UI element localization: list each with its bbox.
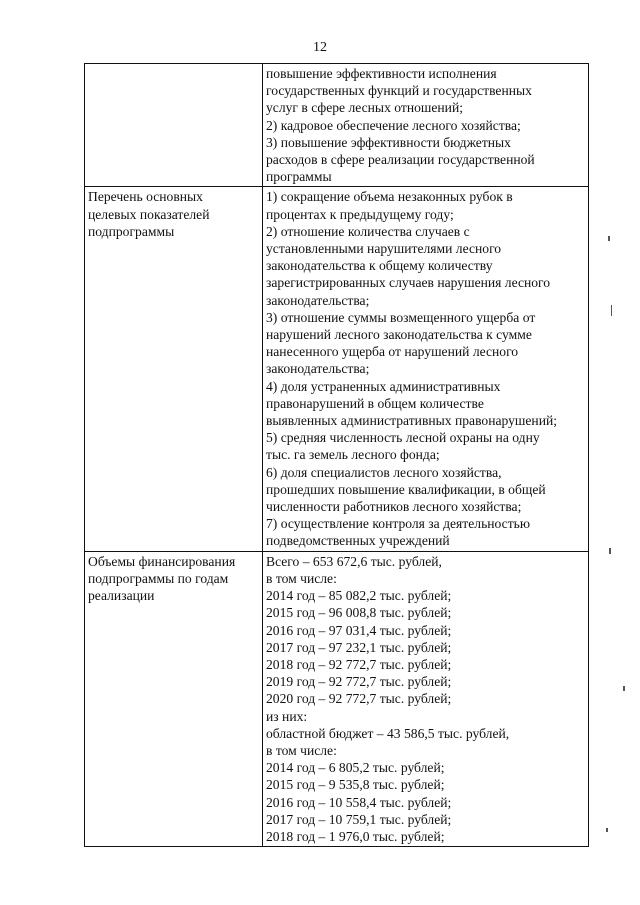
content-line: выявленных административных правонарушений; bbox=[266, 413, 558, 429]
row-content-cell bbox=[263, 551, 589, 846]
content-line: 3) повышение эффективности бюджетных bbox=[266, 134, 511, 150]
content-line: 2020 год – 92 772,7 тыс. рублей; bbox=[266, 691, 452, 707]
content-line: 2016 год – 10 558,4 тыс. рублей; bbox=[266, 794, 452, 810]
content-line: 2017 год – 97 232,1 тыс. рублей; bbox=[266, 639, 452, 655]
scan-mark bbox=[623, 686, 625, 691]
content-line: 2019 год – 92 772,7 тыс. рублей; bbox=[266, 674, 452, 690]
content-line: услуг в сфере лесных отношений; bbox=[266, 100, 463, 116]
content-line: прошедших повышение квалификации, в общей bbox=[266, 481, 546, 497]
content-line: законодательства; bbox=[266, 361, 370, 377]
table-row bbox=[85, 551, 589, 846]
table-row bbox=[85, 64, 589, 187]
content-line: 2) кадровое обеспечение лесного хозяйства; bbox=[266, 117, 521, 133]
content-line: законодательства к общему количеству bbox=[266, 258, 493, 274]
content-line: повышение эффективности исполнения bbox=[266, 66, 497, 81]
scan-mark bbox=[606, 828, 608, 832]
content-line: 2018 год – 1 976,0 тыс. рублей; bbox=[266, 828, 445, 844]
content-line: государственных функций и государственных bbox=[266, 83, 532, 99]
content-line: расходов в сфере реализации государственной bbox=[266, 152, 535, 168]
content-line: программы bbox=[266, 169, 332, 185]
content-line: 2017 год – 10 759,1 тыс. рублей; bbox=[266, 811, 452, 827]
content-line: 2016 год – 97 031,4 тыс. рублей; bbox=[266, 622, 452, 638]
label-line: реализации bbox=[88, 588, 155, 604]
row-label-cell bbox=[85, 64, 263, 187]
content-line: 1) сокращение объема незаконных рубок в bbox=[266, 189, 513, 205]
content-line: законодательства; bbox=[266, 292, 370, 308]
content-line: Всего – 653 672,6 тыс. рублей, bbox=[266, 553, 442, 569]
content-line: из них: bbox=[266, 708, 308, 724]
content-line: 2) отношение количества случаев с bbox=[266, 223, 470, 239]
content-line: 6) доля специалистов лесного хозяйства, bbox=[266, 464, 502, 480]
scan-mark bbox=[611, 305, 612, 316]
content-line: 2018 год – 92 772,7 тыс. рублей; bbox=[266, 656, 452, 672]
content-line: 7) осуществление контроля за деятельностью bbox=[266, 516, 531, 532]
content-line: 2014 год – 6 805,2 тыс. рублей; bbox=[266, 760, 445, 776]
label-line: Объемы финансирования bbox=[88, 553, 236, 569]
content-line: численности работников лесного хозяйства; bbox=[266, 499, 522, 515]
content-line: 2014 год – 85 082,2 тыс. рублей; bbox=[266, 588, 452, 604]
label-line: подпрограммы bbox=[88, 223, 175, 239]
content-line: процентах к предыдущему году; bbox=[266, 206, 454, 222]
content-line: в том числе: bbox=[266, 742, 337, 758]
row-label-cell bbox=[85, 551, 263, 846]
label-line: подпрограммы по годам bbox=[88, 570, 229, 586]
row-label-cell bbox=[85, 187, 263, 551]
scan-mark bbox=[608, 236, 610, 241]
content-line: зарегистрированных случаев нарушения лесного bbox=[266, 275, 551, 291]
scan-mark bbox=[609, 548, 611, 554]
row-content-cell bbox=[263, 64, 589, 187]
content-line: нанесенного ущерба от нарушений лесного bbox=[266, 344, 519, 360]
page-number: 12 bbox=[313, 40, 327, 55]
subprogram-passport-table bbox=[84, 63, 589, 847]
label-line: Перечень основных bbox=[88, 189, 203, 205]
content-line: 3) отношение суммы возмещенного ущерба от bbox=[266, 309, 536, 325]
content-line: 4) доля устраненных административных bbox=[266, 378, 501, 394]
table-row bbox=[85, 187, 589, 551]
content-line: тыс. га земель лесного фонда; bbox=[266, 447, 440, 463]
content-line: в том числе: bbox=[266, 570, 337, 586]
row-content-cell bbox=[263, 187, 589, 551]
content-line: подведомственных учреждений bbox=[266, 533, 450, 549]
content-line: 2015 год – 9 535,8 тыс. рублей; bbox=[266, 777, 445, 793]
table-body bbox=[85, 64, 589, 847]
content-line: 5) средняя численность лесной охраны на одну bbox=[266, 430, 540, 446]
content-line: областной бюджет – 43 586,5 тыс. рублей, bbox=[266, 725, 510, 741]
content-line: установленными нарушителями лесного bbox=[266, 241, 502, 257]
content-line: 2015 год – 96 008,8 тыс. рублей; bbox=[266, 605, 452, 621]
content-line: правонарушений в общем количестве bbox=[266, 395, 484, 411]
content-line: нарушений лесного законодательства к сумме bbox=[266, 327, 532, 343]
label-line: целевых показателей bbox=[88, 206, 210, 222]
